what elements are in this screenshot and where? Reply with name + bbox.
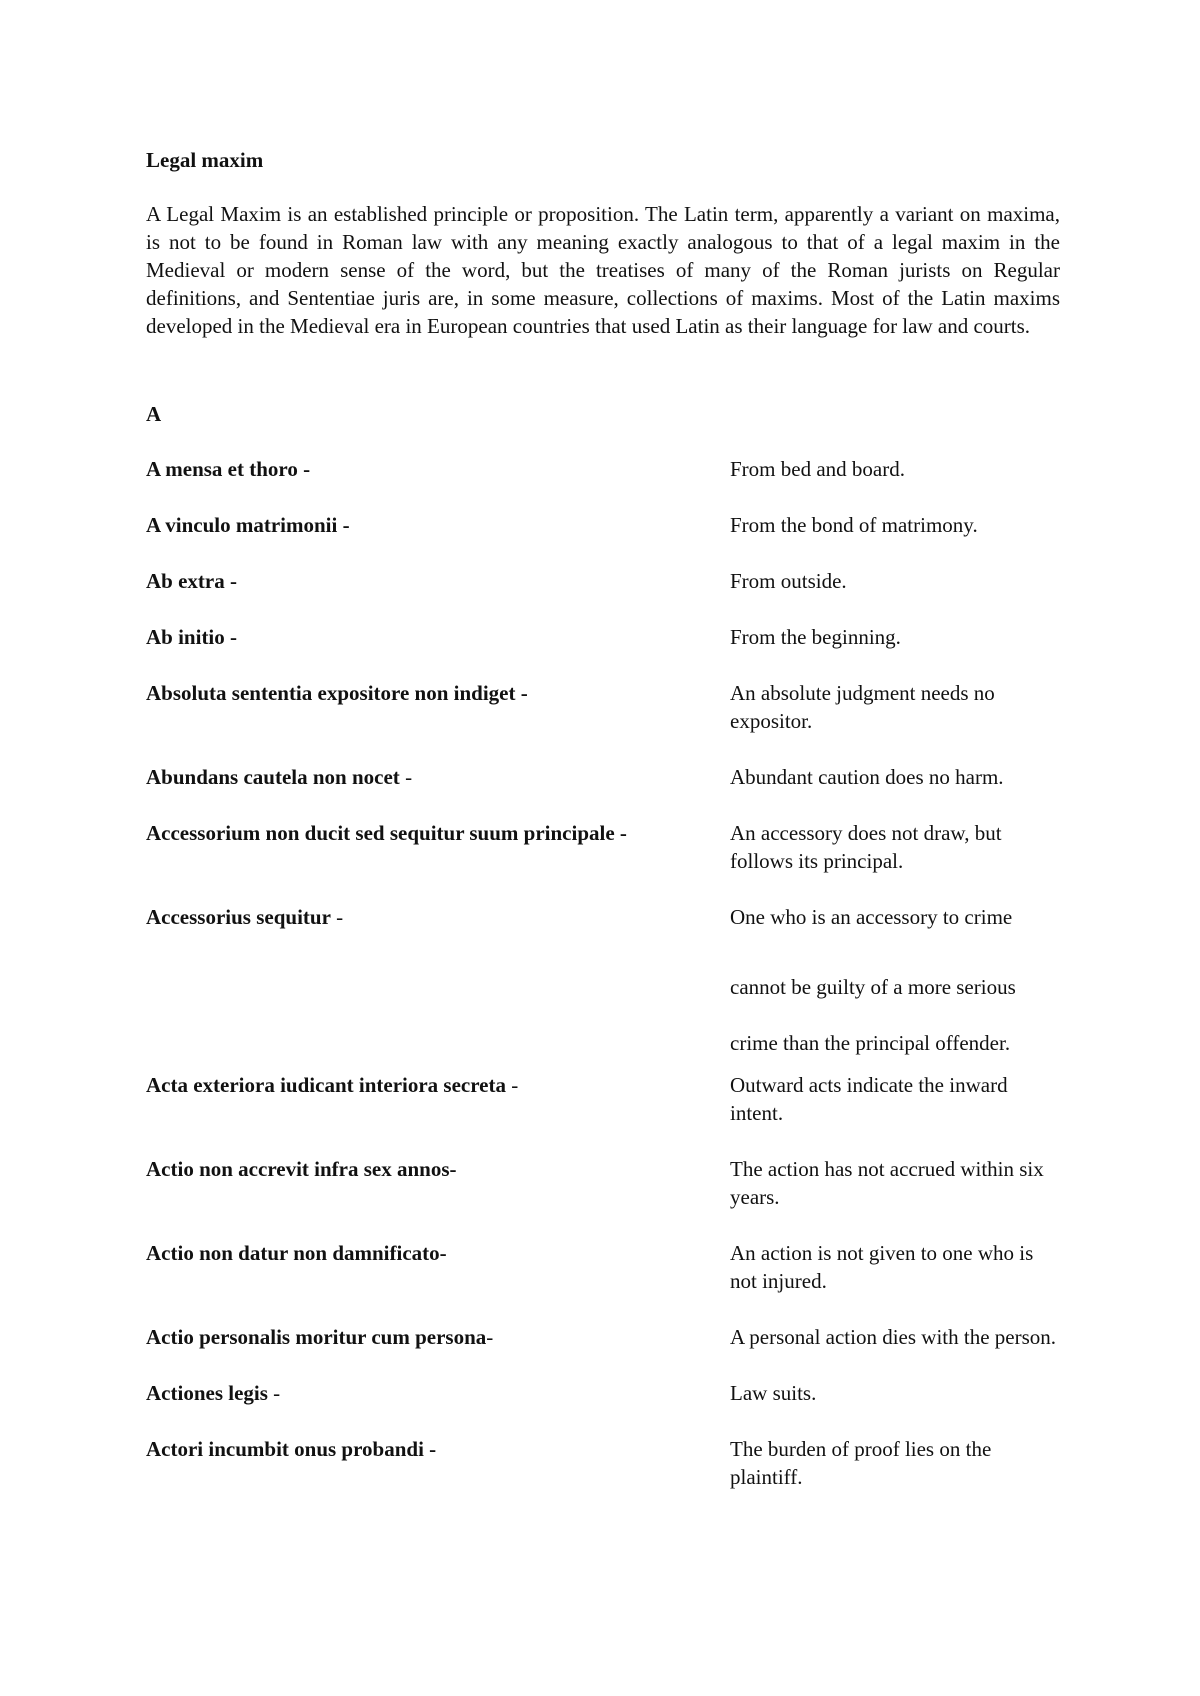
- maxim-term: [146, 1239, 730, 1295]
- maxim-entry: [146, 1435, 1060, 1491]
- maxim-list: [146, 455, 1060, 1519]
- maxim-term: [146, 623, 730, 651]
- maxim-term-text: A mensa et thoro: [146, 457, 298, 481]
- maxim-term-text: Ab extra: [146, 569, 225, 593]
- maxim-term: [146, 511, 730, 539]
- maxim-separator: -: [337, 513, 350, 537]
- maxim-term: [146, 763, 730, 791]
- maxim-term-text: Acta exteriora iudicant interiora secreta: [146, 1073, 506, 1097]
- maxim-term-text: Actio non datur non damnificato: [146, 1241, 440, 1265]
- maxim-term-text: Accessorium non ducit sed sequitur suum principale: [146, 821, 615, 845]
- maxim-term-text: Actio non accrevit infra sex annos: [146, 1157, 450, 1181]
- maxim-meaning: The action has not accrued within six years.: [730, 1157, 1044, 1209]
- maxim-term: [146, 903, 730, 1043]
- maxim-separator: -: [399, 765, 413, 789]
- maxim-meaning: From bed and board.: [730, 457, 905, 481]
- maxim-term-text: Ab initio: [146, 625, 225, 649]
- maxim-meaning: Abundant caution does no harm.: [730, 765, 1004, 789]
- intro-paragraph: A Legal Maxim is an established principle or proposition. The Latin term, apparently a variant on maxima, is not to be found in Roman law with any meaning exactly analogous to that of a legal maxim in the Medieval or modern sense of the word, but the treatises of many of the Roman jurists on Regular definitions, and Sententiae juris are, in some measure, collections of maxims. Most of the Latin maxims developed in the Medieval era in European countries that used Latin as their language for law and courts.: [146, 202, 1060, 338]
- maxim-meaning: An accessory does not draw, but follows its principal.: [730, 821, 1002, 873]
- maxim-separator: -: [486, 1325, 494, 1349]
- maxim-term: [146, 1323, 730, 1351]
- maxim-term: [146, 679, 730, 735]
- maxim-separator: -: [439, 1241, 447, 1265]
- maxim-term: [146, 1155, 730, 1211]
- maxim-term-text: Absoluta sententia expositore non indiget: [146, 681, 516, 705]
- maxim-entry: [146, 623, 1060, 651]
- maxim-term: [146, 1071, 730, 1127]
- maxim-entry: [146, 455, 1060, 483]
- maxim-separator: -: [614, 821, 627, 845]
- maxim-entry: [146, 1071, 1060, 1127]
- maxim-term-text: A vinculo matrimonii: [146, 513, 338, 537]
- maxim-separator: -: [267, 1381, 281, 1405]
- maxim-meaning: Law suits.: [730, 1381, 817, 1405]
- maxim-entry: [146, 1239, 1060, 1295]
- maxim-entry: [146, 819, 1060, 875]
- maxim-term: [146, 1379, 730, 1407]
- maxim-entry: [146, 1379, 1060, 1407]
- maxim-meaning: Outward acts indicate the inward intent.: [730, 1073, 1008, 1125]
- maxim-meaning: From the beginning.: [730, 625, 901, 649]
- maxim-meaning: The burden of proof lies on the plaintiff.: [730, 1437, 992, 1489]
- maxim-term: [146, 567, 730, 595]
- maxim-meaning: An action is not given to one who is not injured.: [730, 1241, 1034, 1293]
- document-title: Legal maxim: [146, 148, 264, 172]
- maxim-term-text: Abundans cautela non nocet: [146, 765, 400, 789]
- maxim-term-text: Actio personalis moritur cum persona: [146, 1325, 487, 1349]
- maxim-separator: -: [505, 1073, 519, 1097]
- maxim-term-text: Actiones legis: [146, 1381, 268, 1405]
- maxim-meaning: From the bond of matrimony.: [730, 513, 978, 537]
- maxim-separator: -: [224, 569, 237, 593]
- maxim-entry: [146, 903, 1060, 1055]
- maxim-entry: [146, 679, 1060, 735]
- maxim-term-text: Accessorius sequitur: [146, 905, 331, 929]
- maxim-meaning-line: crime than the principal offender.: [730, 1031, 1011, 1055]
- maxim-separator: -: [297, 457, 311, 481]
- maxim-separator: -: [423, 1437, 437, 1461]
- maxim-separator: -: [449, 1157, 457, 1181]
- maxim-entry: [146, 1323, 1060, 1351]
- maxim-term: [146, 1435, 730, 1491]
- maxim-entry: [146, 1155, 1060, 1211]
- maxim-meaning: An absolute judgment needs no expositor.: [730, 681, 995, 733]
- maxim-meaning: From outside.: [730, 569, 847, 593]
- maxim-term: [146, 819, 730, 875]
- maxim-meaning: A personal action dies with the person.: [730, 1325, 1057, 1349]
- section-letter: A: [146, 402, 162, 426]
- maxim-separator: -: [330, 905, 344, 929]
- maxim-entry: [146, 511, 1060, 539]
- maxim-meaning-line: cannot be guilty of a more serious: [730, 975, 1016, 999]
- maxim-term: [146, 455, 730, 483]
- maxim-separator: -: [224, 625, 238, 649]
- maxim-meaning: [730, 903, 1060, 1055]
- maxim-term-text: Actori incumbit onus probandi: [146, 1437, 424, 1461]
- maxim-entry: [146, 763, 1060, 791]
- maxim-separator: -: [515, 681, 528, 705]
- maxim-meaning-line: One who is an accessory to crime: [730, 905, 1013, 929]
- maxim-entry: [146, 567, 1060, 595]
